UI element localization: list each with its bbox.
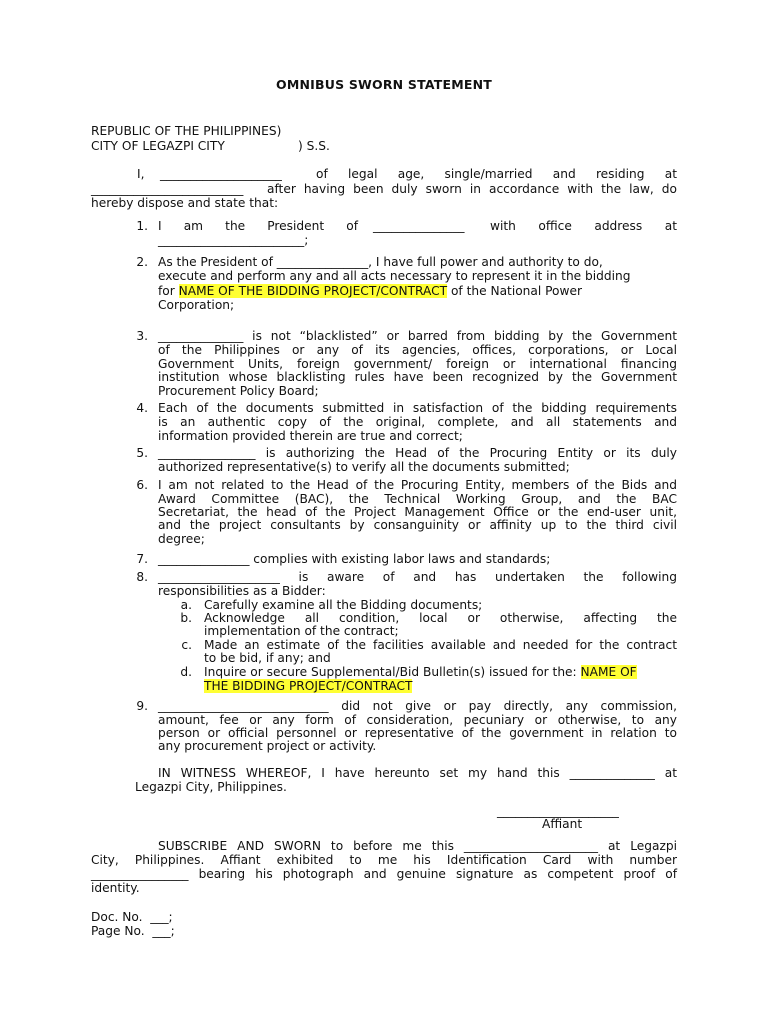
jurat-line-4: identity. xyxy=(91,881,140,895)
item-4-line-2: is an authentic copy of the original, complete, and all statements and xyxy=(158,415,677,429)
item-8d-line-2 xyxy=(204,679,412,693)
jurat-line-1: SUBSCRIBE AND SWORN to before me this ______________________ at Legazpi xyxy=(158,839,677,853)
affiant-label: Affiant xyxy=(542,817,583,831)
item-6-line-4: and the project consultants by consanguinity or affinity up to the third civil xyxy=(158,518,677,532)
item-1-line-1a: I am the President of xyxy=(158,219,358,233)
item-7-line-1: _______________ complies with existing labor laws and standards; xyxy=(158,552,551,566)
item-2-highlight: NAME OF THE BIDDING PROJECT/CONTRACT xyxy=(178,284,448,298)
item-9-line-2: amount, fee or any form of consideration, pecuniary or otherwise, to any xyxy=(158,713,677,727)
item-8d-letter: d. xyxy=(180,665,192,679)
item-1-line-1b: with office address at xyxy=(490,219,677,233)
intro-blank-name: ____________________ xyxy=(160,167,282,181)
item-2-line-4: Corporation; xyxy=(158,298,235,312)
item-6-number: 6. xyxy=(136,478,148,492)
item-9-line-1: ____________________________ did not give or pay directly, any commission, xyxy=(158,699,677,713)
item-3-line-4: institution whose blacklisting rules have been recognized by the Government xyxy=(158,370,677,384)
affiant-signature-line: ____________________ xyxy=(497,804,619,818)
item-8-number: 8. xyxy=(136,570,148,584)
item-8a-letter: a. xyxy=(180,598,192,612)
item-6-line-5: degree; xyxy=(158,532,205,546)
item-8c-line-1: Made an estimate of the facilities available and needed for the contract xyxy=(204,638,677,652)
item-1-number: 1. xyxy=(136,219,148,233)
intro-line-1-rest: of legal age, single/married and residing at xyxy=(316,167,677,181)
intro-blank-address: _________________________ xyxy=(91,182,244,196)
document-title: OMNIBUS SWORN STATEMENT xyxy=(276,77,492,92)
item-3-line-3: Government Units, foreign government/ foreign or international financing xyxy=(158,357,677,371)
item-8d-line-1 xyxy=(204,665,637,679)
item-5-line-2: authorized representative(s) to verify all the documents submitted; xyxy=(158,460,570,474)
item-4-line-3: information provided therein are true and correct; xyxy=(158,429,463,443)
page-number: Page No. ___; xyxy=(91,924,175,938)
item-3-line-5: Procurement Policy Board; xyxy=(158,384,319,398)
item-8c-letter: c. xyxy=(181,638,192,652)
item-8d-line-1-text: Inquire or secure Supplemental/Bid Bulletin(s) issued for the: xyxy=(204,665,577,679)
item-8-line-1: ____________________ is aware of and has undertaken the following xyxy=(158,570,677,584)
witness-line-2: Legazpi City, Philippines. xyxy=(135,780,287,794)
item-6-line-3: Secretariat, the head of the Project Management Office or the end-user unit, xyxy=(158,505,677,519)
item-8-line-2: responsibilities as a Bidder: xyxy=(158,584,326,598)
jurat-line-3: ________________ bearing his photograph and genuine signature as competent proof of xyxy=(91,867,677,881)
intro-line-3: hereby dispose and state that: xyxy=(91,196,279,210)
item-2-line-3a: for xyxy=(158,284,175,298)
item-2-line-3b: of the National Power xyxy=(450,284,582,298)
item-8c-line-2: to be bid, if any; and xyxy=(204,651,331,665)
item-9-line-3: person or official personnel or representative of the government in relation to xyxy=(158,726,677,740)
item-9-number: 9. xyxy=(136,699,148,713)
doc-number: Doc. No. ___; xyxy=(91,910,173,924)
witness-line-1: IN WITNESS WHEREOF, I have hereunto set my hand this ______________ at xyxy=(158,766,677,780)
item-1-blank: _______________ xyxy=(373,219,465,233)
item-2-line-1: As the President of _______________, I have full power and authority to do, xyxy=(158,255,603,269)
venue-line-2-left: CITY OF LEGAZPI CITY xyxy=(91,139,225,153)
item-4-line-1: Each of the documents submitted in satisfaction of the bidding requirements xyxy=(158,401,677,415)
venue-line-1: REPUBLIC OF THE PHILIPPINES) xyxy=(91,124,282,138)
item-8b-letter: b. xyxy=(180,611,192,625)
item-2-line-3 xyxy=(158,284,582,298)
item-9-line-4: any procurement project or activity. xyxy=(158,739,377,753)
intro-i-label: I, xyxy=(137,167,145,181)
item-7-number: 7. xyxy=(136,552,148,566)
item-2-line-2: execute and perform any and all acts necessary to represent it in the bidding xyxy=(158,269,631,283)
item-6-line-1: I am not related to the Head of the Procuring Entity, members of the Bids and xyxy=(158,478,677,492)
item-1-line-2: ________________________; xyxy=(158,233,309,247)
item-5-number: 5. xyxy=(136,446,148,460)
item-8b-line-1: Acknowledge all condition, local or otherwise, affecting the xyxy=(204,611,677,625)
item-6-line-2: Award Committee (BAC), the Technical Working Group, and the BAC xyxy=(158,492,677,506)
intro-line-2-rest: after having been duly sworn in accordance with the law, do xyxy=(267,182,677,196)
item-2-number: 2. xyxy=(136,255,148,269)
item-8a-line-1: Carefully examine all the Bidding documents; xyxy=(204,598,483,612)
item-3-line-2: of the Philippines or any of its agencies, offices, corporations, or Local xyxy=(158,343,677,357)
venue-line-2-right: ) S.S. xyxy=(298,139,330,153)
item-4-number: 4. xyxy=(136,401,148,415)
item-3-line-1: ______________ is not “blacklisted” or barred from bidding by the Government xyxy=(158,329,677,343)
jurat-line-2: City, Philippines. Affiant exhibited to me his Identification Card with number xyxy=(91,853,677,867)
item-3-number: 3. xyxy=(136,329,148,343)
item-8b-line-2: implementation of the contract; xyxy=(204,624,399,638)
item-5-line-1: ________________ is authorizing the Head of the Procuring Entity or its duly xyxy=(158,446,677,460)
item-8d-highlight-2: THE BIDDING PROJECT/CONTRACT xyxy=(204,679,413,693)
item-8d-highlight-1: NAME OF xyxy=(580,665,637,679)
